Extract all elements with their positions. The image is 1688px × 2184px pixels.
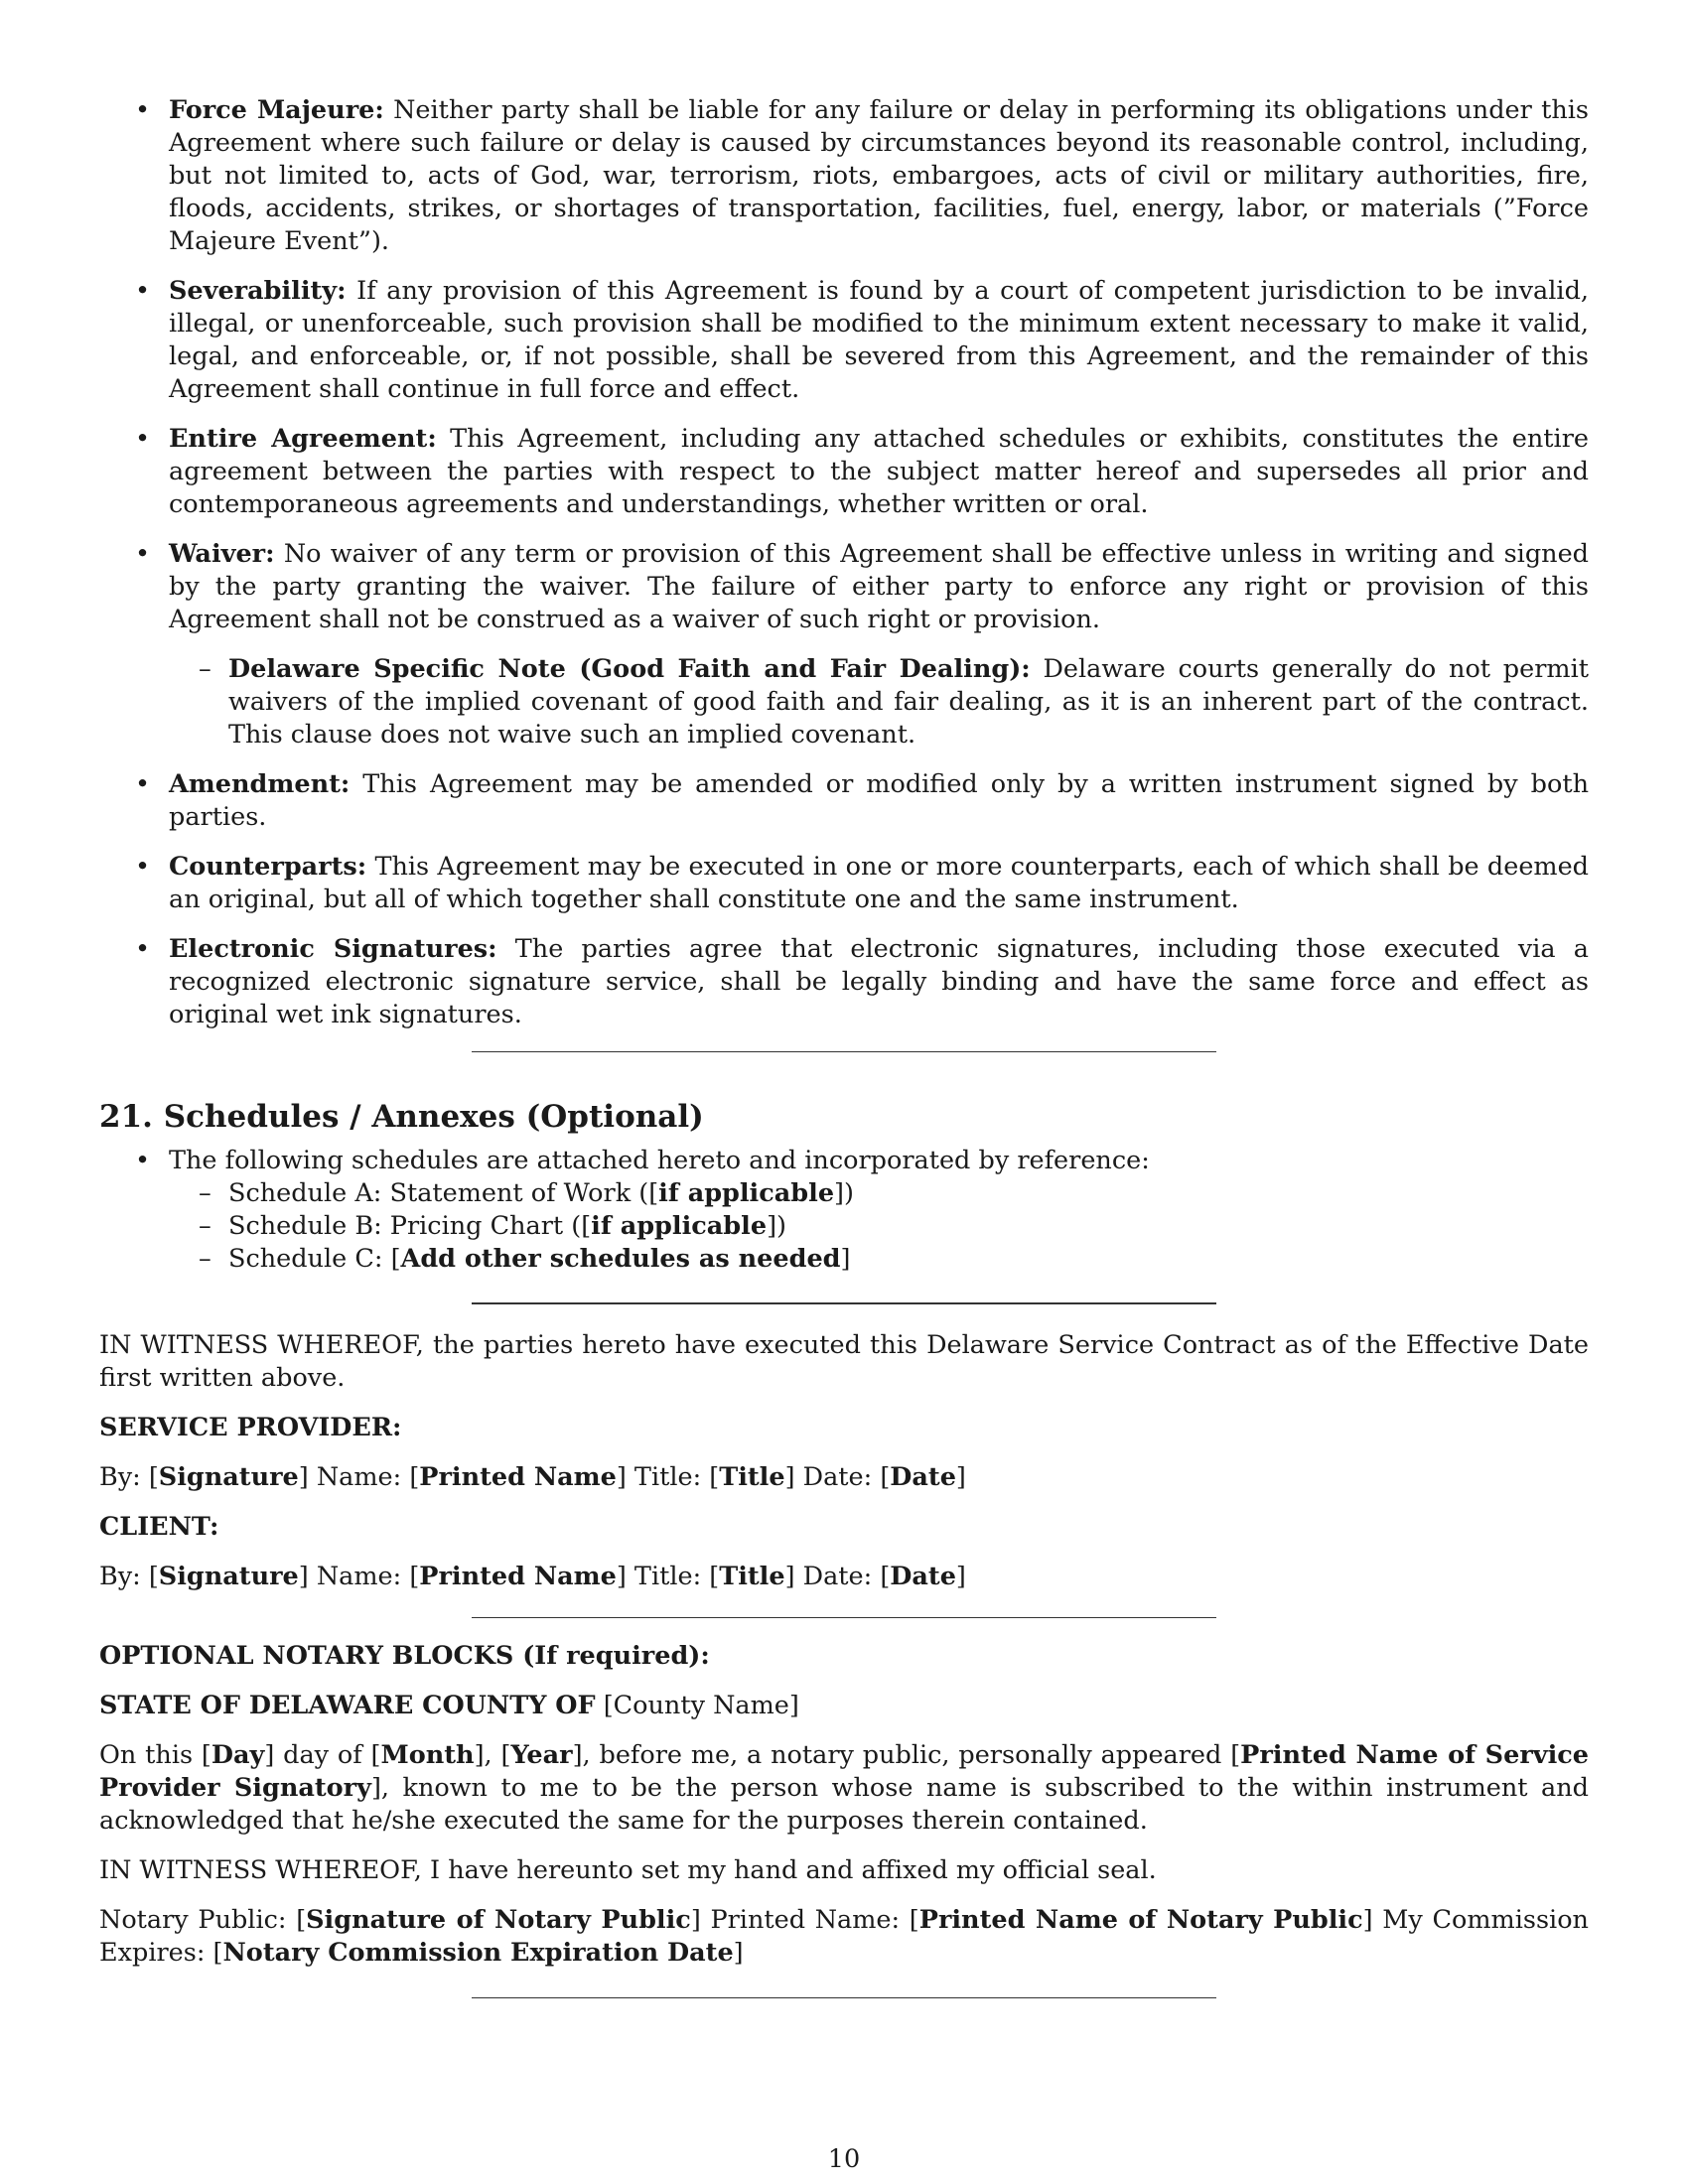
clause-text: This Agreement, including any attached schedules or exhibits, constitutes the entire agreement between the parties with respect to the subject matter hereof and supersedes all prior and contemporaneous agreements and understandings, whether written or oral.	[169, 424, 1589, 519]
clause-text: If any provision of this Agreement is found by a court of competent jurisdiction to be invalid, illegal, or unenforceable, such provision shall be modified to the minimum extent necessary to make it valid, legal, and enforceable, or, if not possible, shall be severed from this Agreement, and the remainder of this Agreement shall continue in full force and effect.	[169, 276, 1590, 404]
client-signature-line: By: [Signature] Name: [Printed Name] Title: [Title] Date: [Date]	[99, 1562, 966, 1591]
clause-severability	[99, 275, 1589, 406]
divider	[472, 1617, 1216, 1618]
schedules-list	[99, 1145, 1589, 1276]
clause-text: No waiver of any term or provision of this Agreement shall be effective unless in writing and signed by the party granting the waiver. The failure of either party to enforce any right or provision of this Agreement shall not be construed as a waiver of such right or provision.	[169, 539, 1589, 634]
clause-amendment	[99, 768, 1589, 834]
clause-heading: Entire Agreement:	[169, 424, 437, 454]
schedule-a: – Schedule A: Statement of Work ([if applicable])	[169, 1177, 1589, 1210]
clause-text: This Agreement may be amended or modified only by a written instrument signed by both parties.	[169, 769, 1589, 832]
divider	[472, 1051, 1216, 1052]
service-provider-signature-line: By: [Signature] Name: [Printed Name] Title: [Title] Date: [Date]	[99, 1462, 966, 1492]
notary-acknowledgment: On this [Day] day of [Month], [Year], before me, a notary public, personally appeared [Printed Name of Service Provider Signatory], known to me to be the person whose name is subscribed to the within instrument and acknowledged that he/she executed the same for the purposes therein contained.	[99, 1740, 1590, 1836]
document-page	[99, 94, 1589, 1998]
clause-heading: Electronic Signatures:	[169, 934, 497, 964]
clause-counterparts	[99, 851, 1589, 916]
witness-statement: IN WITNESS WHEREOF, the parties hereto have executed this Delaware Service Contract as of the Effective Date first written above.	[99, 1330, 1589, 1393]
clause-heading: Severability:	[169, 276, 347, 306]
divider	[472, 1997, 1216, 1998]
clause-electronic-signatures	[99, 933, 1589, 1031]
client-label: CLIENT:	[99, 1512, 219, 1542]
clause-waiver	[99, 538, 1589, 751]
divider	[472, 1302, 1216, 1304]
delaware-note	[169, 653, 1589, 751]
clause-text: The parties agree that electronic signatures, including those executed via a recognized electronic signature service, shall be legally binding and have the same force and effect as original wet ink signatures.	[169, 934, 1590, 1029]
clause-text: This Agreement may be executed in one or more counterparts, each of which shall be deemed an original, but all of which together shall constitute one and the same instrument.	[169, 852, 1590, 914]
schedules-intro: The following schedules are attached hereto and incorporated by reference:	[169, 1146, 1150, 1175]
page-number: 10	[827, 2144, 861, 2174]
schedules-intro-item	[99, 1145, 1589, 1276]
waiver-sublist	[169, 653, 1589, 751]
clause-text: Neither party shall be liable for any failure or delay in performing its obligations under this Agreement where such failure or delay is caused by circumstances beyond its reasonable control, including, but not limited to, acts of God, war, terrorism, riots, embargoes, acts of civil or military authorities, fire, floods, accidents, strikes, or shortages of transportation, facilities, fuel, energy, labor, or materials (”Force Majeure Event”).	[169, 95, 1590, 256]
note-heading: Delaware Specific Note (Good Faith and Fair Dealing):	[228, 654, 1031, 684]
section-21-title: 21. Schedules / Annexes (Optional)	[99, 1099, 704, 1135]
clause-heading: Counterparts:	[169, 852, 367, 882]
notary-state-county: STATE OF DELAWARE COUNTY OF [County Name]	[99, 1691, 799, 1720]
schedule-c: – Schedule C: [Add other schedules as needed]	[169, 1243, 1589, 1276]
clause-heading: Amendment:	[169, 769, 351, 799]
schedule-b: – Schedule B: Pricing Chart ([if applicable])	[169, 1210, 1589, 1243]
note-text: Delaware courts generally do not permit waivers of the implied covenant of good faith and fair dealing, as it is an inherent part of the contract. This clause does not waive such an implied covenant.	[228, 654, 1589, 750]
notary-heading: OPTIONAL NOTARY BLOCKS (If required):	[99, 1641, 710, 1671]
notary-signature-block: Notary Public: [Signature of Notary Public] Printed Name: [Printed Name of Notary Public] My Commission Expires: [Notary Commission Expiration Date]	[99, 1905, 1589, 1968]
clause-entire-agreement	[99, 423, 1589, 521]
schedules-sublist	[169, 1177, 1589, 1276]
clause-heading: Force Majeure:	[169, 95, 384, 125]
general-provisions-list	[99, 94, 1589, 1031]
service-provider-label: SERVICE PROVIDER:	[99, 1413, 402, 1442]
notary-witness: IN WITNESS WHEREOF, I have hereunto set my hand and affixed my official seal.	[99, 1855, 1157, 1885]
clause-force-majeure	[99, 94, 1589, 258]
clause-heading: Waiver:	[169, 539, 275, 569]
